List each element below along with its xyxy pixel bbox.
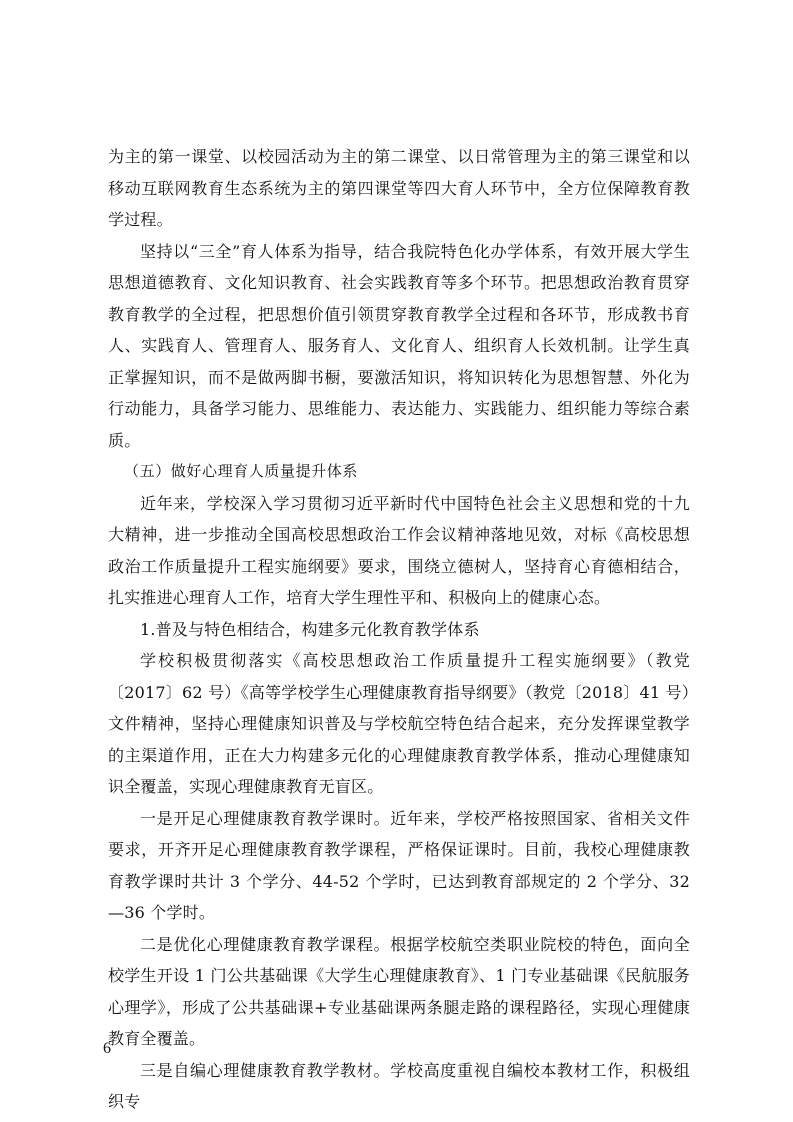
- paragraph-point-two: 二是优化心理健康教育教学课程。根据学校航空类职业院校的特色，面向全校学生开设 1 门公共基础课《大学生心理健康教育》、1 门专业基础课《民航服务心理学》，形成了公共基础课+专业基础课两条腿走路的课程路径，实现心理健康教育全覆盖。: [108, 934, 690, 1048]
- page-number: 6: [103, 1040, 111, 1057]
- paragraph-three-comprehensive: 坚持以“三全”育人体系为指导，结合我院特色化办学体系，有效开展大学生思想道德教育、文化知识教育、社会实践教育等多个环节。把思想政治教育贯穿教育教学的全过程，把思想价值引领贯穿教育教学全过程和各环节，形成教书育人、实践育人、管理育人、服务育人、文化育人、组织育人长效机制。让学生真正掌握知识，而不是做两脚书橱，要激活知识，将知识转化为思想智慧、外化为行动能力，具备学习能力、思维能力、表达能力、实践能力、组织能力等综合素质。: [108, 241, 690, 450]
- paragraph-point-one: 一是开足心理健康教育教学课时。近年来，学校严格按照国家、省相关文件要求，开齐开足心理健康教育教学课程，严格保证课时。目前，我校心理健康教育教学课时共计 3 个学分、44-52 个学时，已达到教育部规定的 2 个学分、32—36 个学时。: [108, 808, 690, 922]
- subsection-heading: 1.普及与特色相结合，构建多元化教育教学体系: [140, 619, 480, 639]
- section-heading: （五）做好心理育人质量提升体系: [124, 462, 359, 480]
- document-body: [108, 141, 690, 1118]
- paragraph-continuation: 为主的第一课堂、以校园活动为主的第二课堂、以日常管理为主的第三课堂和以移动互联网教育生态系统为主的第四课堂等四大育人环节中，全方位保障教育教学过程。: [108, 147, 690, 229]
- paragraph-point-three: 三是自编心理健康教育教学教材。学校高度重视自编校本教材工作，积极组织专: [108, 1060, 690, 1111]
- paragraph-recent-years: 近年来，学校深入学习贯彻习近平新时代中国特色社会主义思想和党的十九大精神，进一步推动全国高校思想政治工作会议精神落地见效，对标《高校思想政治工作质量提升工程实施纲要》要求，围绕立德树人，坚持育心育德相结合，扎实推进心理育人工作，培育大学生理性平和、积极向上的健康心态。: [108, 493, 690, 607]
- paragraph-implementation: 学校积极贯彻落实《高校思想政治工作质量提升工程实施纲要》（教党〔2017〕62 号）《高等学校学生心理健康教育指导纲要》（教党〔2018〕41 号）文件精神，坚持心理健康知识普及与学校航空特色结合起来，充分发挥课堂教学的主渠道作用，正在大力构建多元化的心理健康教育教学体系，推动心理健康知识全覆盖，实现心理健康教育无盲区。: [108, 651, 690, 796]
